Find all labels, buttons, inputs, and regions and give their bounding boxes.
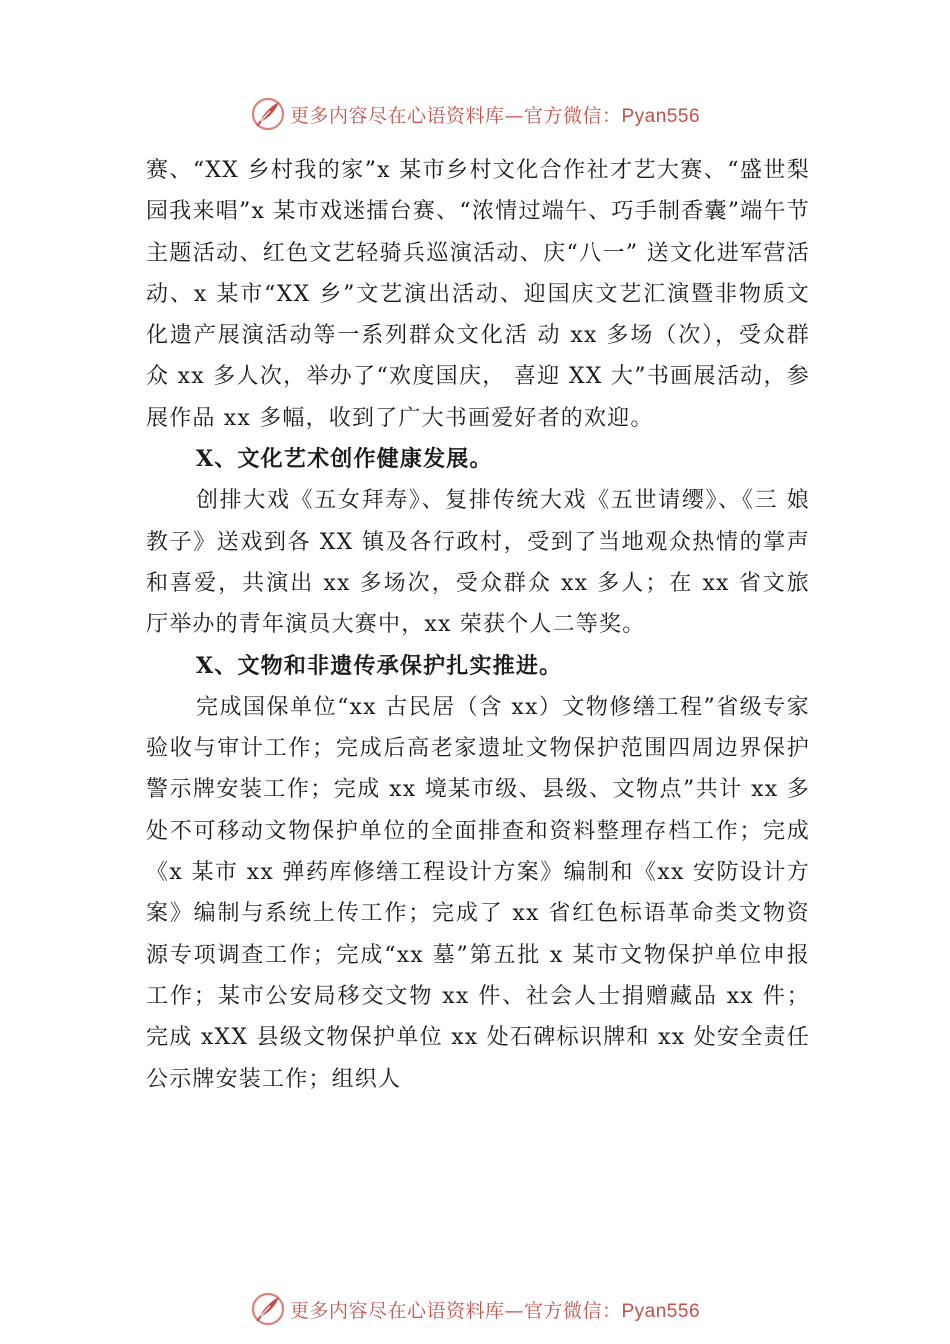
paragraph-cultural-activities: 赛、“XX 乡村我的家”x 某市乡村文化合作社才艺大赛、“盛世梨园我来唱”x 某市戏迷擂台赛、“浓情过端午、巧手制香囊”端午节主题活动、红色文艺轻骑兵巡演活动、庆“八一” 送文化进军营活动、x 某市“XX 乡”文艺演出活动、迎国庆文艺汇演暨非物质文化遗产展演活动等一系列群众文化活 动 xx 多场（次），受众群众 xx 多人次，举办了“欢度国庆， 喜迎 XX 大”书画展活动，参展作品 xx 多幅，收到了广大书画爱好者的欢迎。 <box>146 158 810 431</box>
header-watermark <box>0 94 950 134</box>
feather-pen-logo-icon <box>250 96 286 132</box>
wechat-id: Pyan556 <box>621 105 701 127</box>
heading-arts-creation: X、文化艺术创作健康发展。 <box>196 446 493 473</box>
feather-pen-logo-icon <box>250 1291 286 1327</box>
document-body <box>146 150 810 1100</box>
heading-heritage-protection: X、文物和非遗传承保护扎实推进。 <box>196 652 563 679</box>
watermark-text: 更多内容尽在心语资料库—官方微信：Pyan556 <box>289 1299 701 1322</box>
footer-watermark <box>0 1289 950 1329</box>
watermark-text: 更多内容尽在心语资料库—官方微信：Pyan556 <box>289 104 701 127</box>
paragraph-heritage-protection: 完成国保单位“xx 古民居（含 xx）文物修缮工程”省级专家验收与审计工作；完成后高老家遗址文物保护范围四周边界保护警示牌安装工作；完成 xx 境某市级、县级、文物点”共计 xx 多处不可移动文物保护单位的全面排查和资料整理存档工作；完成《x 某市 xx 弹药库修缮工程设计方案》编制和《xx 安防设计方案》编制与系统上传工作；完成了 xx 省红色标语革命类文物资源专项调查工作；完成“xx 墓”第五批 x 某市文物保护单位申报工作；某市公安局移交文物 xx 件、社会人士捐赠藏品 xx 件；完成 xXX 县级文物保护单位 xx 处石碑标识牌和 xx 处安全责任公示牌安装工作；组织人 <box>146 694 810 1092</box>
paragraph-arts-creation: 创排大戏《五女拜寿》、复排传统大戏《五世请缨》、《三 娘教子》送戏到各 XX 镇及各行政村，受到了当地观众热情的掌声和喜爱，共演出 xx 多场次，受众群众 xx 多人；在 xx 省文旅厅举办的青年演员大赛中，xx 荣获个人二等奖。 <box>146 488 810 638</box>
wechat-id: Pyan556 <box>621 1300 701 1322</box>
